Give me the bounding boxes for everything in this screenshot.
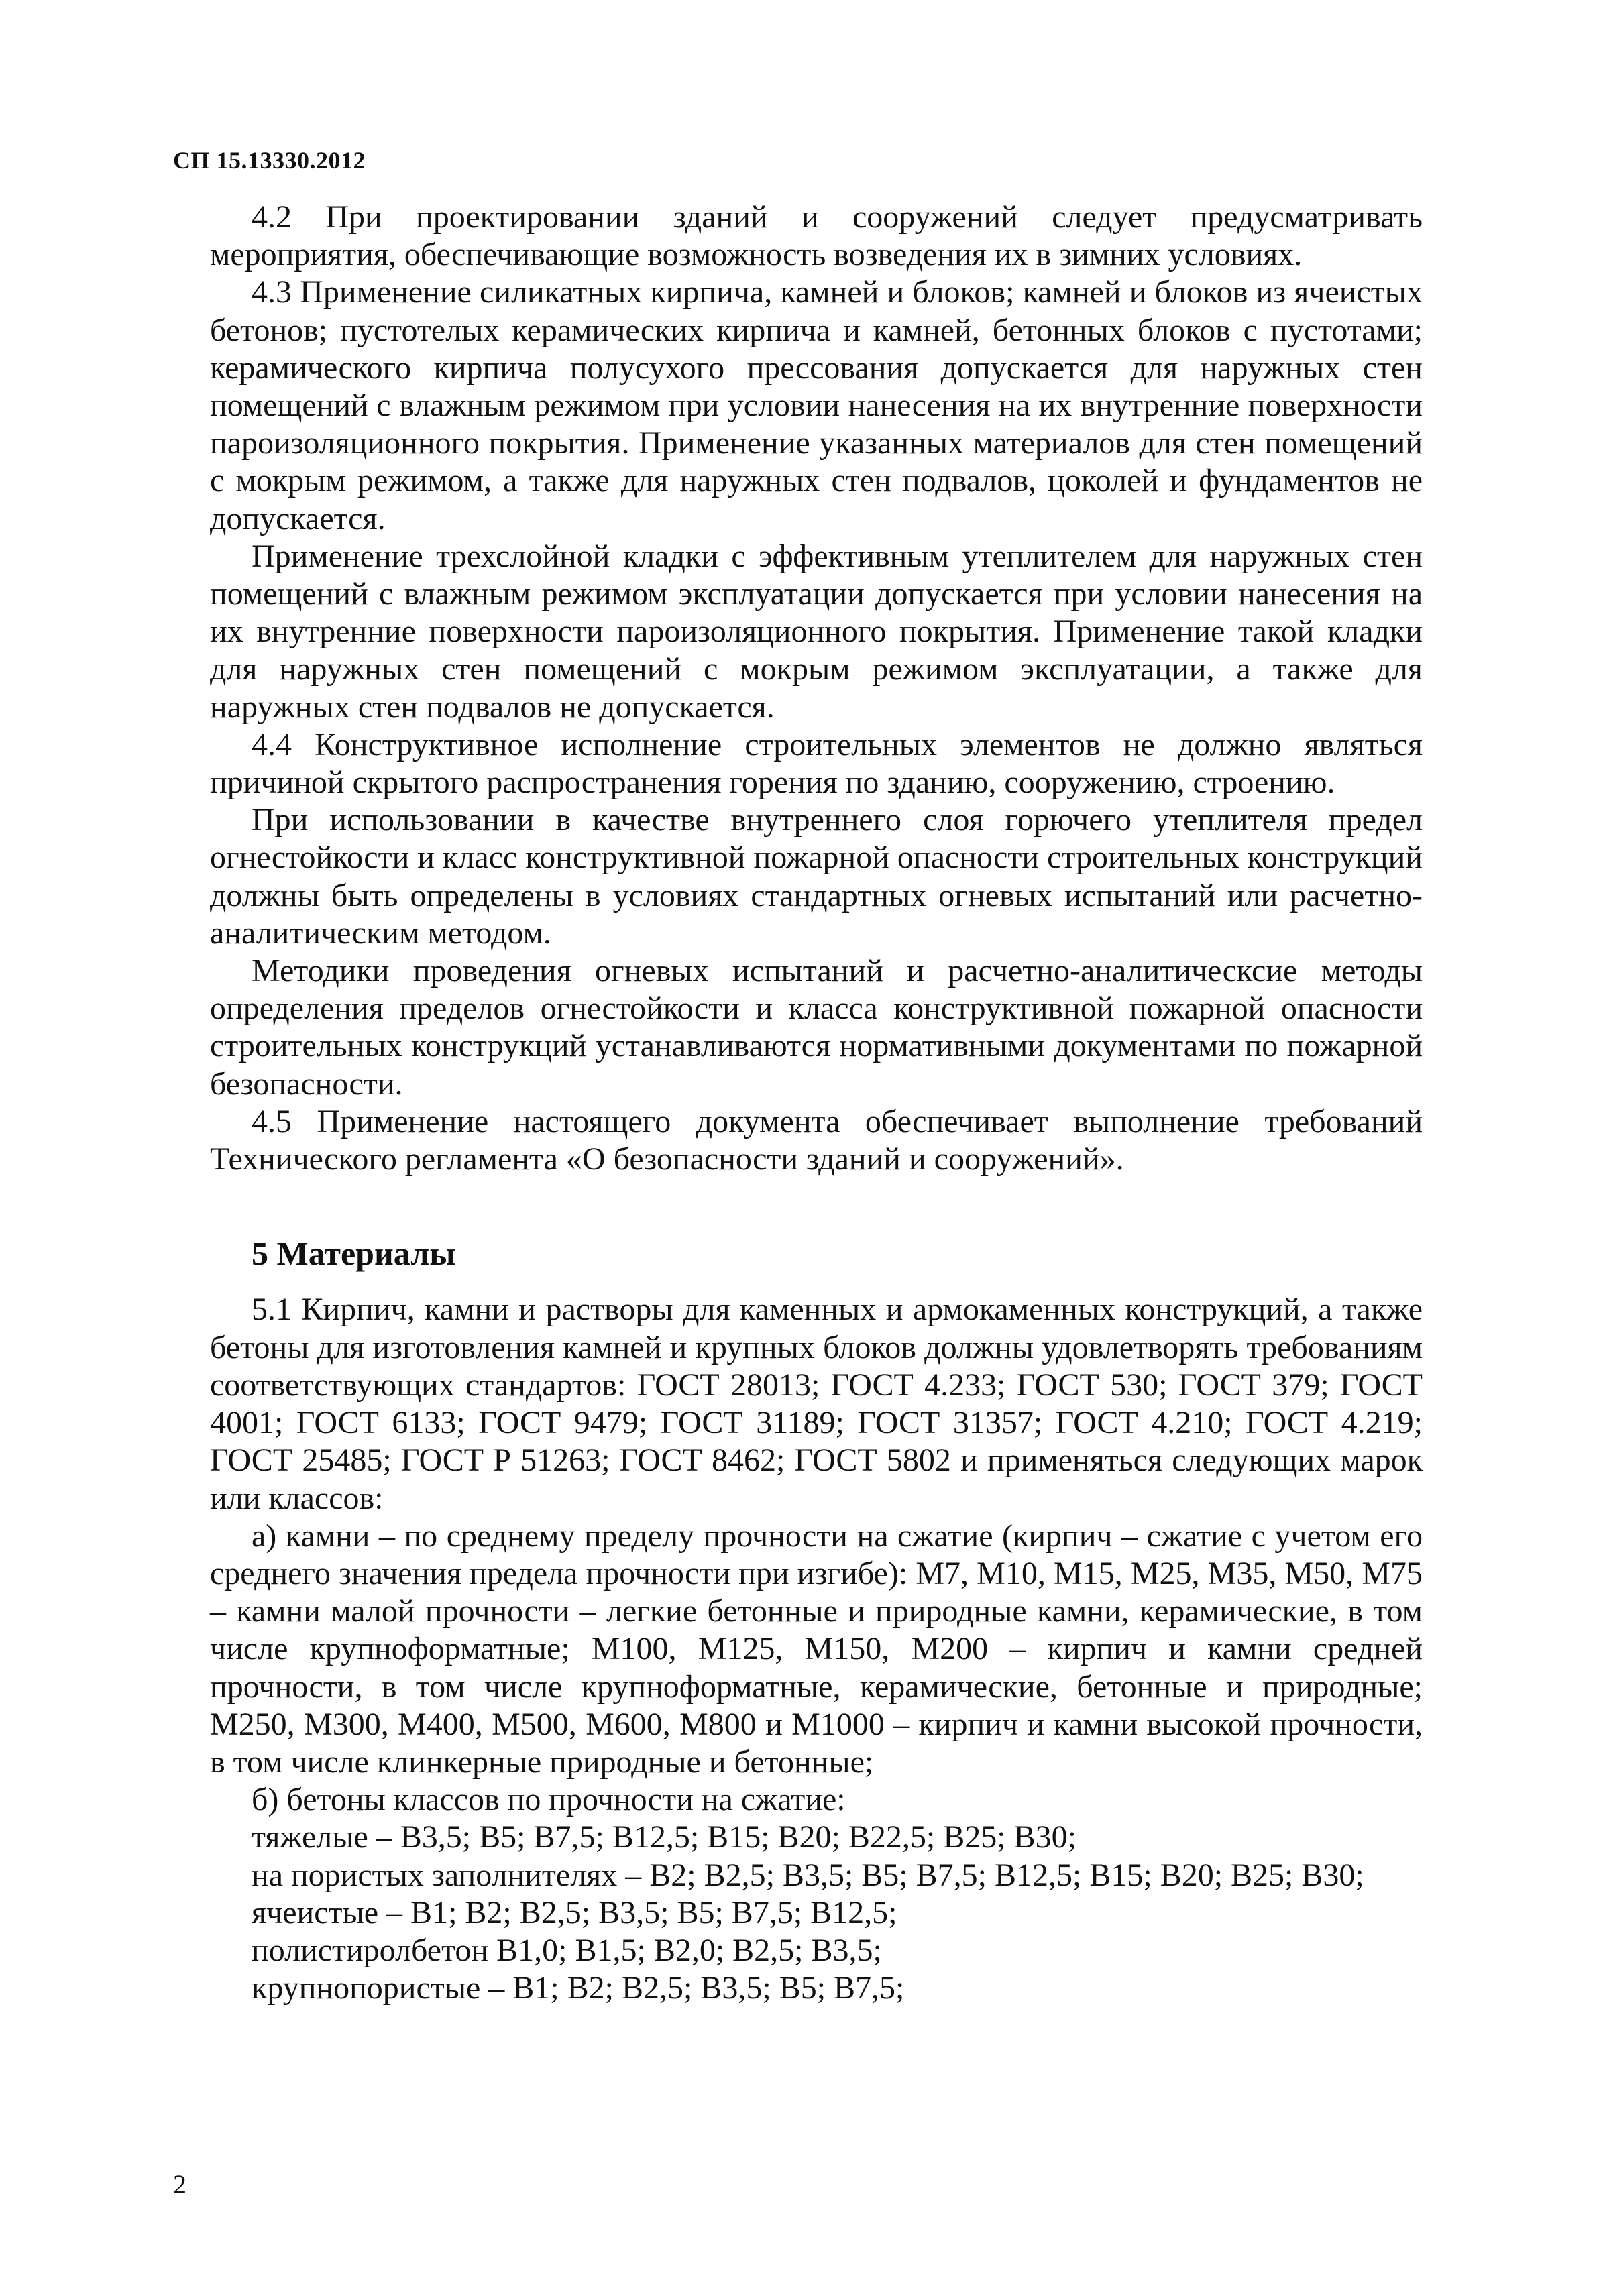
document-body (210, 198, 1423, 2007)
paragraph-4-5: 4.5 Применение настоящего документа обеспечивает выполнение требований Технического регламента «О безопасности зданий и сооружений». (210, 1103, 1423, 1178)
list-item: полистиролбетон В1,0; В1,5; В2,0; В2,5; В3,5; (252, 1932, 882, 1968)
paragraph-5-1-b: б) бетоны классов по прочности на сжатие: (252, 1782, 846, 1818)
paragraph-4-4-cont-1: При использовании в качестве внутреннего слоя горючего утеплителя предел огнестойкости и класс конструктивной пожарной опасности строительных конструкций должны быть определены в условиях стандартных огневых испытаний или расчетно-аналитическим методом. (210, 802, 1423, 951)
paragraph-5-1: 5.1 Кирпич, камни и растворы для каменных и армокаменных конструкций, а также бетоны для изготовления камней и крупных блоков должны удовлетворять требованиям соответствующих стандартов: ГОСТ 28013; ГОСТ 4.233; ГОСТ 530; ГОСТ 379; ГОСТ 4001; ГОСТ 6133; ГОСТ 9479; ГОСТ 31189; ГОСТ 31357; ГОСТ 4.210; ГОСТ 4.219; ГОСТ 25485; ГОСТ Р 51263; ГОСТ 8462; ГОСТ 5802 и применяться следующих марок или классов: (210, 1292, 1423, 1516)
paragraph-4-3: 4.3 Применение силикатных кирпича, камней и блоков; камней и блоков из ячеистых бетонов; пустотелых керамических кирпича и камней, бетонных блоков с пустотами; керамического кирпича полусухого прессования допускается для наружных стен помещений с влажным режимом при условии нанесения на их внутренние поверхности пароизоляционного покрытия. Применение указанных материалов для стен помещений с мокрым режимом, а также для наружных стен подвалов, цоколей и фундаментов не допускается. (210, 274, 1423, 536)
list-item: крупнопористые – В1; В2; В2,5; В3,5; В5; В7,5; (252, 1970, 905, 2006)
list-item: ячеистые – В1; В2; В2,5; В3,5; В5; В7,5; В12,5; (252, 1894, 897, 1931)
list-item: тяжелые – В3,5; В5; В7,5; В12,5; В15; В20; В22,5; В25; В30; (252, 1819, 1076, 1855)
paragraph-4-3-cont: Применение трехслойной кладки с эффективным утеплителем для наружных стен помещений с влажным режимом эксплуатации допускается при условии нанесения на их внутренние поверхности пароизоляционного покрытия. Применение такой кладки для наружных стен помещений с мокрым режимом эксплуатации, а также для наружных стен подвалов не допускается. (210, 538, 1423, 725)
paragraph-4-4-cont-2: Методики проведения огневых испытаний и расчетно-аналитическсие методы определения пределов огнестойкости и класса конструктивной пожарной опасности строительных конструкций устанавливаются нормативными документами по пожарной безопасности. (210, 953, 1423, 1102)
paragraph-4-4: 4.4 Конструктивное исполнение строительных элементов не должно являться причиной скрытого распространения горения по зданию, сооружению, строению. (210, 726, 1423, 801)
paragraph-4-2: 4.2 При проектировании зданий и сооружений следует предусматривать мероприятия, обеспечивающие возможность возведения их в зимних условиях. (210, 199, 1423, 273)
page-number: 2 (173, 2169, 186, 2199)
document-code-header: СП 15.13330.2012 (173, 147, 366, 174)
section-heading-materials: 5 Материалы (252, 1235, 456, 1273)
paragraph-5-1-a: а) камни – по среднему пределу прочности на сжатие (кирпич – сжатие с учетом его среднего значения предела прочности при изгибе): М7, М10, М15, М25, М35, М50, М75 – камни малой прочности – легкие бетонные и природные камни, керамические, в том числе крупноформатные; М100, М125, М150, М200 – кирпич и камни средней прочности, в том числе крупноформатные, керамические, бетонные и природные; М250, М300, М400, М500, М600, М800 и М1000 – кирпич и камни высокой прочности, в том числе клинкерные природные и бетонные; (210, 1517, 1423, 1780)
list-item: на пористых заполнителях – В2; В2,5; В3,5; В5; В7,5; В12,5; В15; В20; В25; В30; (252, 1857, 1364, 1893)
